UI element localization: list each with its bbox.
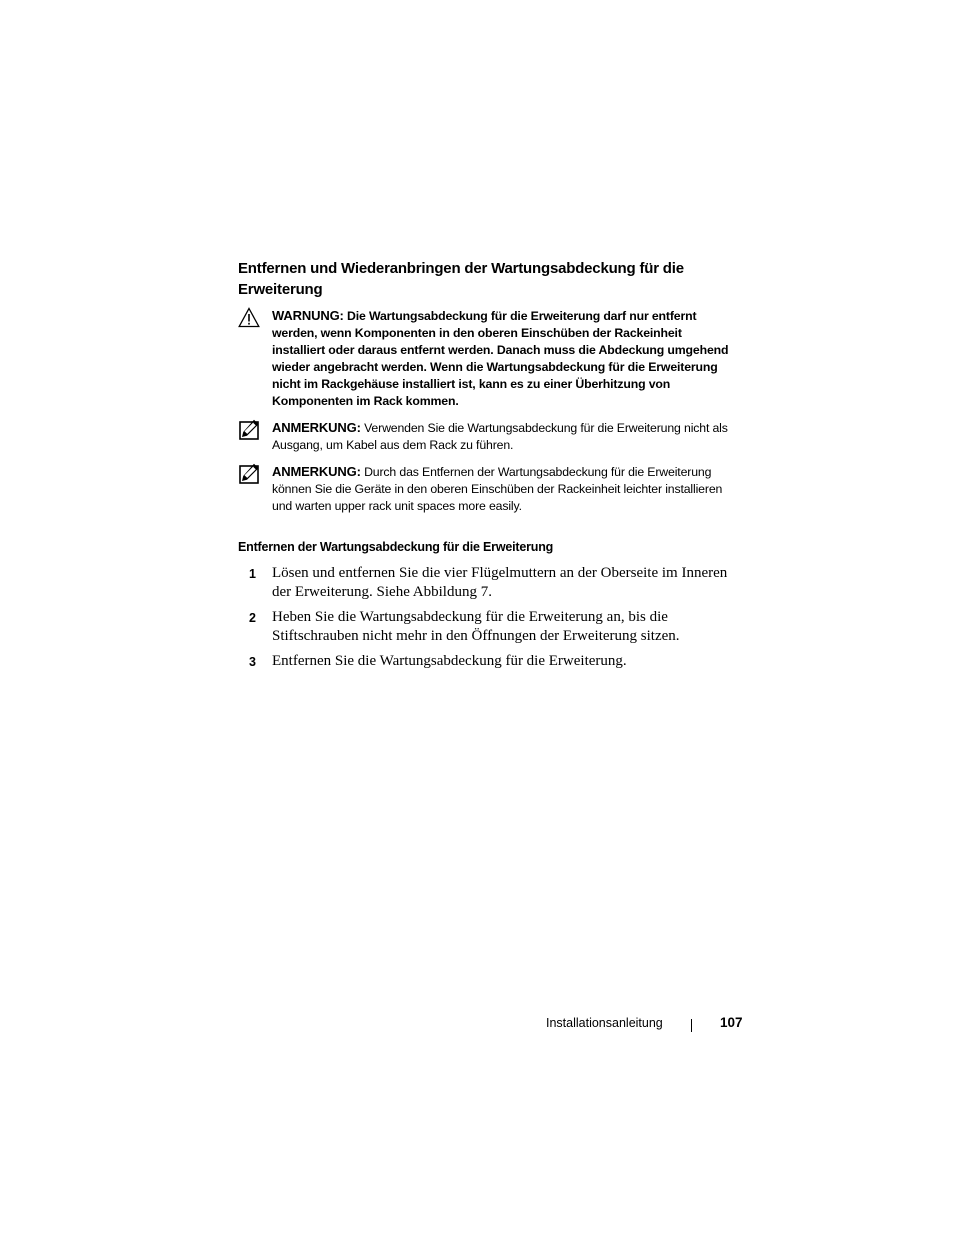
note-pencil-icon [238,419,260,441]
note-text: Verwenden Sie die Wartungsabdeckung für die Erweiterung nicht als Ausgang, um Kabel aus dem Rack zu führen. [272,421,728,452]
procedure-step [238,652,738,671]
footer-divider [691,1019,692,1032]
procedure-step [238,608,738,646]
procedure-steps [238,564,738,671]
step-number: 2 [249,611,256,625]
step-text: Entfernen Sie die Wartungsabdeckung für die Erweiterung. [272,653,627,669]
page-number: 107 [720,1015,743,1030]
note-label: ANMERKUNG: [272,420,361,435]
step-number: 1 [249,567,256,581]
procedure-step [238,564,738,602]
note-pencil-icon [238,463,260,485]
warning-triangle-icon [238,307,260,329]
section-title: Entfernen und Wiederanbringen der Wartungsabdeckung für die Erweiterung [238,260,684,298]
page-footer [546,1015,746,1035]
step-text: Heben Sie die Wartungsabdeckung für die Erweiterung an, bis die Stiftschrauben nicht mehr in den Öffnungen der Erweiterung sitzen. [272,609,680,644]
note-notice-2 [238,463,738,515]
note-label: ANMERKUNG: [272,464,361,479]
warning-text: Die Wartungsabdeckung für die Erweiterung darf nur entfernt werden, wenn Komponenten in den oberen Einschüben der Rackeinheit installiert oder daraus entfernt werden. Danach muss die Abdeckung umgehend wieder angebracht werden. Wenn die Wartungsabdeckung für die Erweiterung nicht im Rackgehäuse installiert ist, kann es zu einer Überhitzung von Komponenten im Rack kommen. [272,309,729,408]
footer-document-name: Installationsanleitung [546,1016,663,1030]
note-notice-1 [238,419,738,454]
step-text: Lösen und entfernen Sie die vier Flügelmuttern an der Oberseite im Inneren der Erweiterung. Siehe Abbildung 7. [272,565,728,600]
warning-notice [238,307,738,410]
warning-label: WARNUNG: [272,308,344,323]
procedure-title: Entfernen der Wartungsabdeckung für die Erweiterung [238,540,554,554]
step-number: 3 [249,655,256,669]
page-content [238,258,738,677]
note-text: Durch das Entfernen der Wartungsabdeckung für die Erweiterung können Sie die Geräte in den oberen Einschüben der Rackeinheit leichter installieren und warten upper rack unit spaces more easily. [272,465,723,513]
